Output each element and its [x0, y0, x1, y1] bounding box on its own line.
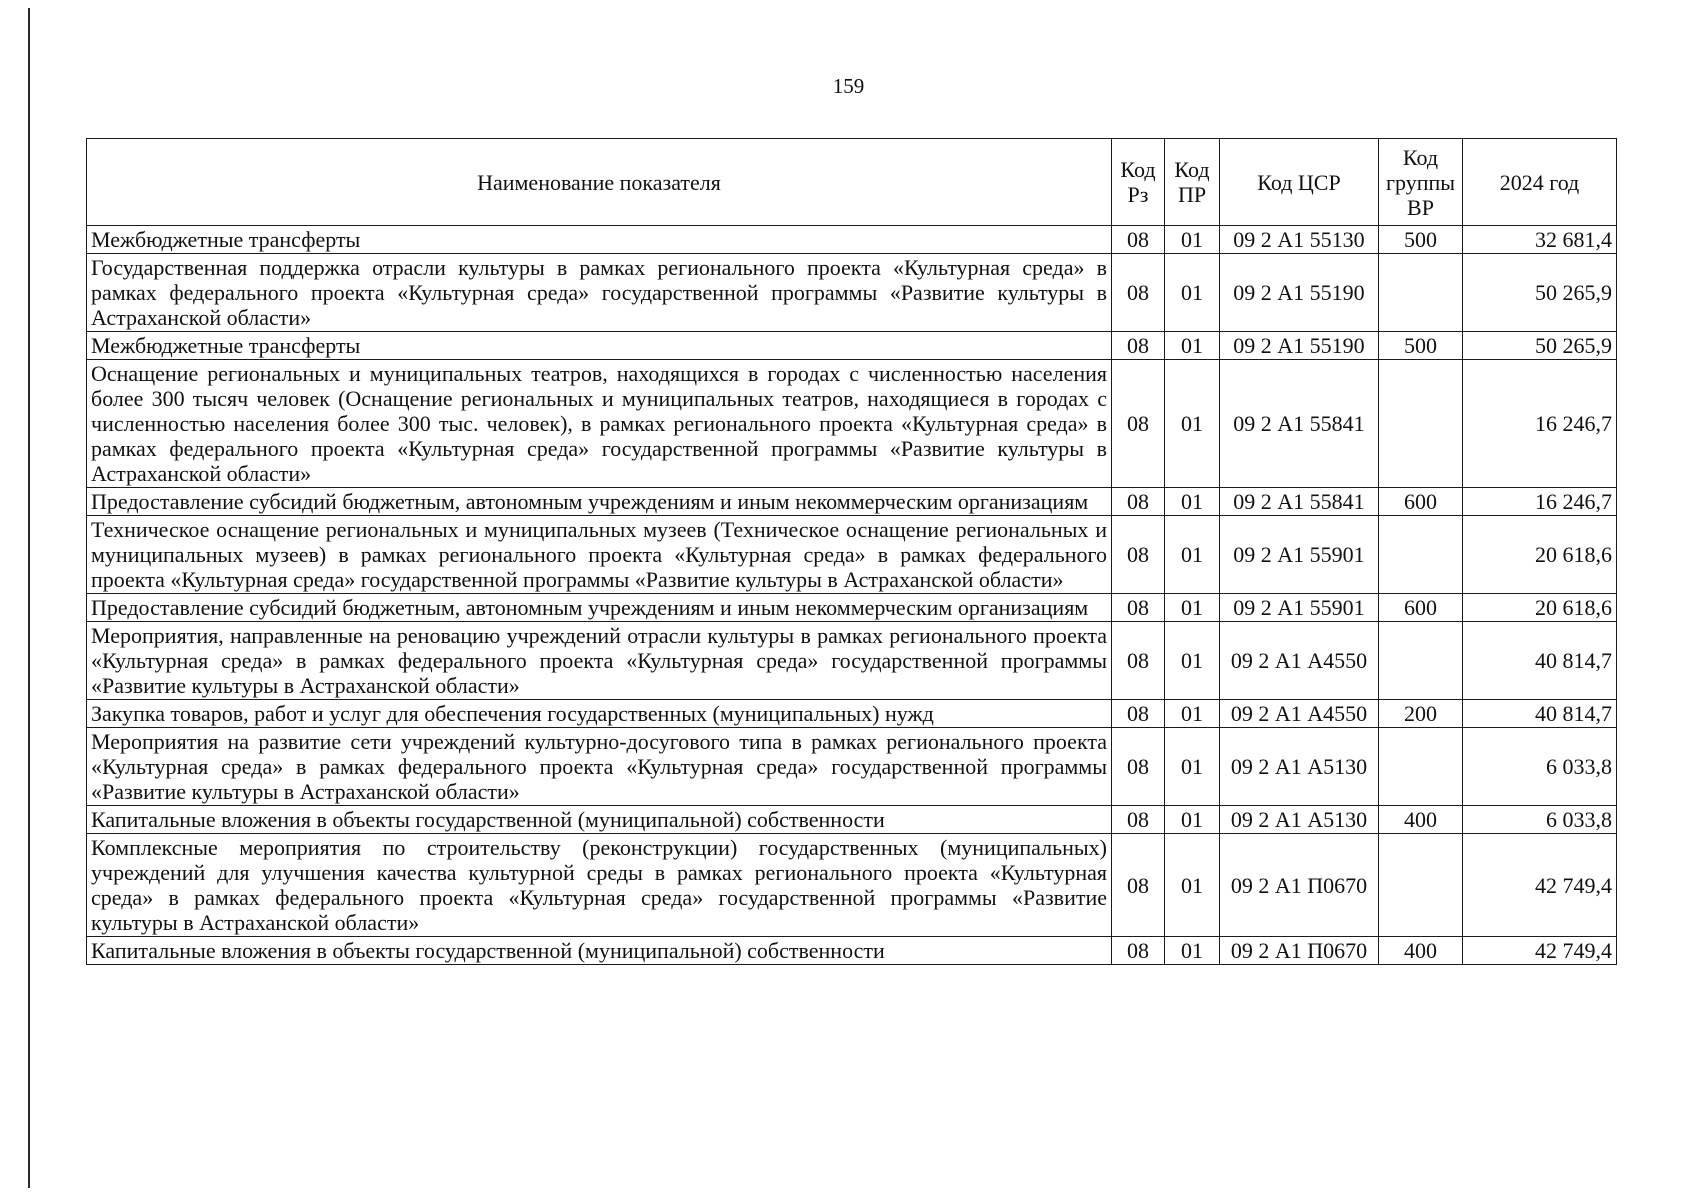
row-name: Межбюджетные трансферты [87, 226, 1112, 254]
row-csr-code: 09 2 А1 П0670 [1220, 834, 1379, 937]
row-amount-2024: 42 749,4 [1463, 937, 1617, 965]
row-csr-code: 09 2 А1 А4550 [1220, 622, 1379, 700]
row-pr-code: 01 [1165, 834, 1220, 937]
row-rz-code: 08 [1112, 937, 1165, 965]
row-rz-code: 08 [1112, 594, 1165, 622]
row-rz-code: 08 [1112, 254, 1165, 332]
row-csr-code: 09 2 А1 55190 [1220, 254, 1379, 332]
row-name: Предоставление субсидий бюджетным, автономным учреждениям и иным некоммерческим организациям [87, 594, 1112, 622]
row-csr-code: 09 2 А1 55130 [1220, 226, 1379, 254]
header-2024: 2024 год [1463, 139, 1617, 226]
row-rz-code: 08 [1112, 226, 1165, 254]
row-csr-code: 09 2 А1 55841 [1220, 360, 1379, 488]
row-vr-code [1379, 360, 1463, 488]
row-rz-code: 08 [1112, 806, 1165, 834]
row-pr-code: 01 [1165, 700, 1220, 728]
row-csr-code: 09 2 А1 П0670 [1220, 937, 1379, 965]
row-csr-code: 09 2 А1 А5130 [1220, 728, 1379, 806]
row-vr-code: 500 [1379, 226, 1463, 254]
table-row [87, 360, 1617, 488]
row-rz-code: 08 [1112, 488, 1165, 516]
header-rz: Код Рз [1112, 139, 1165, 226]
row-csr-code: 09 2 А1 А4550 [1220, 700, 1379, 728]
table-row [87, 516, 1617, 594]
row-name: Закупка товаров, работ и услуг для обеспечения государственных (муниципальных) нужд [87, 700, 1112, 728]
row-rz-code: 08 [1112, 332, 1165, 360]
row-amount-2024: 20 618,6 [1463, 516, 1617, 594]
row-csr-code: 09 2 А1 55190 [1220, 332, 1379, 360]
row-pr-code: 01 [1165, 332, 1220, 360]
row-amount-2024: 6 033,8 [1463, 728, 1617, 806]
row-csr-code: 09 2 А1 55901 [1220, 516, 1379, 594]
row-name: Техническое оснащение региональных и муниципальных музеев (Техническое оснащение региональных и муниципальных музеев) в рамках регионального проекта «Культурная среда» в рамках федерального проекта «Культурная среда» государственной программы «Развитие культуры в Астраханской области» [87, 516, 1112, 594]
row-vr-code: 600 [1379, 594, 1463, 622]
table-row [87, 728, 1617, 806]
row-vr-code [1379, 254, 1463, 332]
row-amount-2024: 40 814,7 [1463, 700, 1617, 728]
row-amount-2024: 50 265,9 [1463, 332, 1617, 360]
binding-line [28, 8, 30, 1188]
header-pr: Код ПР [1165, 139, 1220, 226]
row-pr-code: 01 [1165, 226, 1220, 254]
row-vr-code: 600 [1379, 488, 1463, 516]
row-vr-code [1379, 622, 1463, 700]
row-csr-code: 09 2 А1 55901 [1220, 594, 1379, 622]
table-row [87, 834, 1617, 937]
table-row [87, 488, 1617, 516]
row-name: Комплексные мероприятия по строительству (реконструкции) государственных (муниципальных) учреждений для улучшения качества культурной среды в рамках регионального проекта «Культурная среда» в рамках федерального проекта «Культурная среда» государственной программы «Развитие культуры в Астраханской области» [87, 834, 1112, 937]
row-vr-code: 200 [1379, 700, 1463, 728]
row-rz-code: 08 [1112, 728, 1165, 806]
row-name: Мероприятия, направленные на реновацию учреждений отрасли культуры в рамках регионального проекта «Культурная среда» в рамках федерального проекта «Культурная среда» государственной программы «Развитие культуры в Астраханской области» [87, 622, 1112, 700]
budget-table [86, 138, 1617, 965]
row-name: Капитальные вложения в объекты государственной (муниципальной) собственности [87, 937, 1112, 965]
row-pr-code: 01 [1165, 488, 1220, 516]
row-amount-2024: 20 618,6 [1463, 594, 1617, 622]
row-name: Оснащение региональных и муниципальных театров, находящихся в городах с численностью населения более 300 тысяч человек (Оснащение региональных и муниципальных театров, находящиеся в городах с численностью населения более 300 тыс. человек), в рамках регионального проекта «Культурная среда» в рамках федерального проекта «Культурная среда» государственной программы «Развитие культуры в Астраханской области» [87, 360, 1112, 488]
row-rz-code: 08 [1112, 360, 1165, 488]
table-row [87, 226, 1617, 254]
table-row [87, 622, 1617, 700]
row-pr-code: 01 [1165, 516, 1220, 594]
row-vr-code: 400 [1379, 937, 1463, 965]
row-rz-code: 08 [1112, 622, 1165, 700]
row-pr-code: 01 [1165, 254, 1220, 332]
row-name: Государственная поддержка отрасли культуры в рамках регионального проекта «Культурная среда» в рамках федерального проекта «Культурная среда» государственной программы «Развитие культуры в Астраханской области» [87, 254, 1112, 332]
row-rz-code: 08 [1112, 834, 1165, 937]
table-body [87, 226, 1617, 965]
row-pr-code: 01 [1165, 937, 1220, 965]
row-pr-code: 01 [1165, 728, 1220, 806]
table-row [87, 700, 1617, 728]
page-number: 159 [832, 74, 865, 98]
row-vr-code [1379, 728, 1463, 806]
row-amount-2024: 42 749,4 [1463, 834, 1617, 937]
row-amount-2024: 16 246,7 [1463, 360, 1617, 488]
row-name: Межбюджетные трансферты [87, 332, 1112, 360]
row-amount-2024: 50 265,9 [1463, 254, 1617, 332]
row-name: Предоставление субсидий бюджетным, автономным учреждениям и иным некоммерческим организациям [87, 488, 1112, 516]
row-rz-code: 08 [1112, 516, 1165, 594]
table-row [87, 254, 1617, 332]
row-amount-2024: 6 033,8 [1463, 806, 1617, 834]
table-row [87, 937, 1617, 965]
row-vr-code: 500 [1379, 332, 1463, 360]
header-csr: Код ЦСР [1220, 139, 1379, 226]
row-pr-code: 01 [1165, 360, 1220, 488]
header-vr: Код группы ВР [1379, 139, 1463, 226]
table-row [87, 806, 1617, 834]
row-vr-code: 400 [1379, 806, 1463, 834]
row-vr-code [1379, 834, 1463, 937]
row-name: Мероприятия на развитие сети учреждений культурно-досугового типа в рамках регионального проекта «Культурная среда» в рамках федерального проекта «Культурная среда» государственной программы «Развитие культуры в Астраханской области» [87, 728, 1112, 806]
row-amount-2024: 32 681,4 [1463, 226, 1617, 254]
row-vr-code [1379, 516, 1463, 594]
table-header [87, 139, 1617, 226]
row-amount-2024: 16 246,7 [1463, 488, 1617, 516]
row-csr-code: 09 2 А1 А5130 [1220, 806, 1379, 834]
row-csr-code: 09 2 А1 55841 [1220, 488, 1379, 516]
header-name: Наименование показателя [87, 139, 1112, 226]
table-row [87, 594, 1617, 622]
row-pr-code: 01 [1165, 594, 1220, 622]
row-amount-2024: 40 814,7 [1463, 622, 1617, 700]
row-pr-code: 01 [1165, 622, 1220, 700]
table-row [87, 332, 1617, 360]
row-pr-code: 01 [1165, 806, 1220, 834]
row-rz-code: 08 [1112, 700, 1165, 728]
row-name: Капитальные вложения в объекты государственной (муниципальной) собственности [87, 806, 1112, 834]
